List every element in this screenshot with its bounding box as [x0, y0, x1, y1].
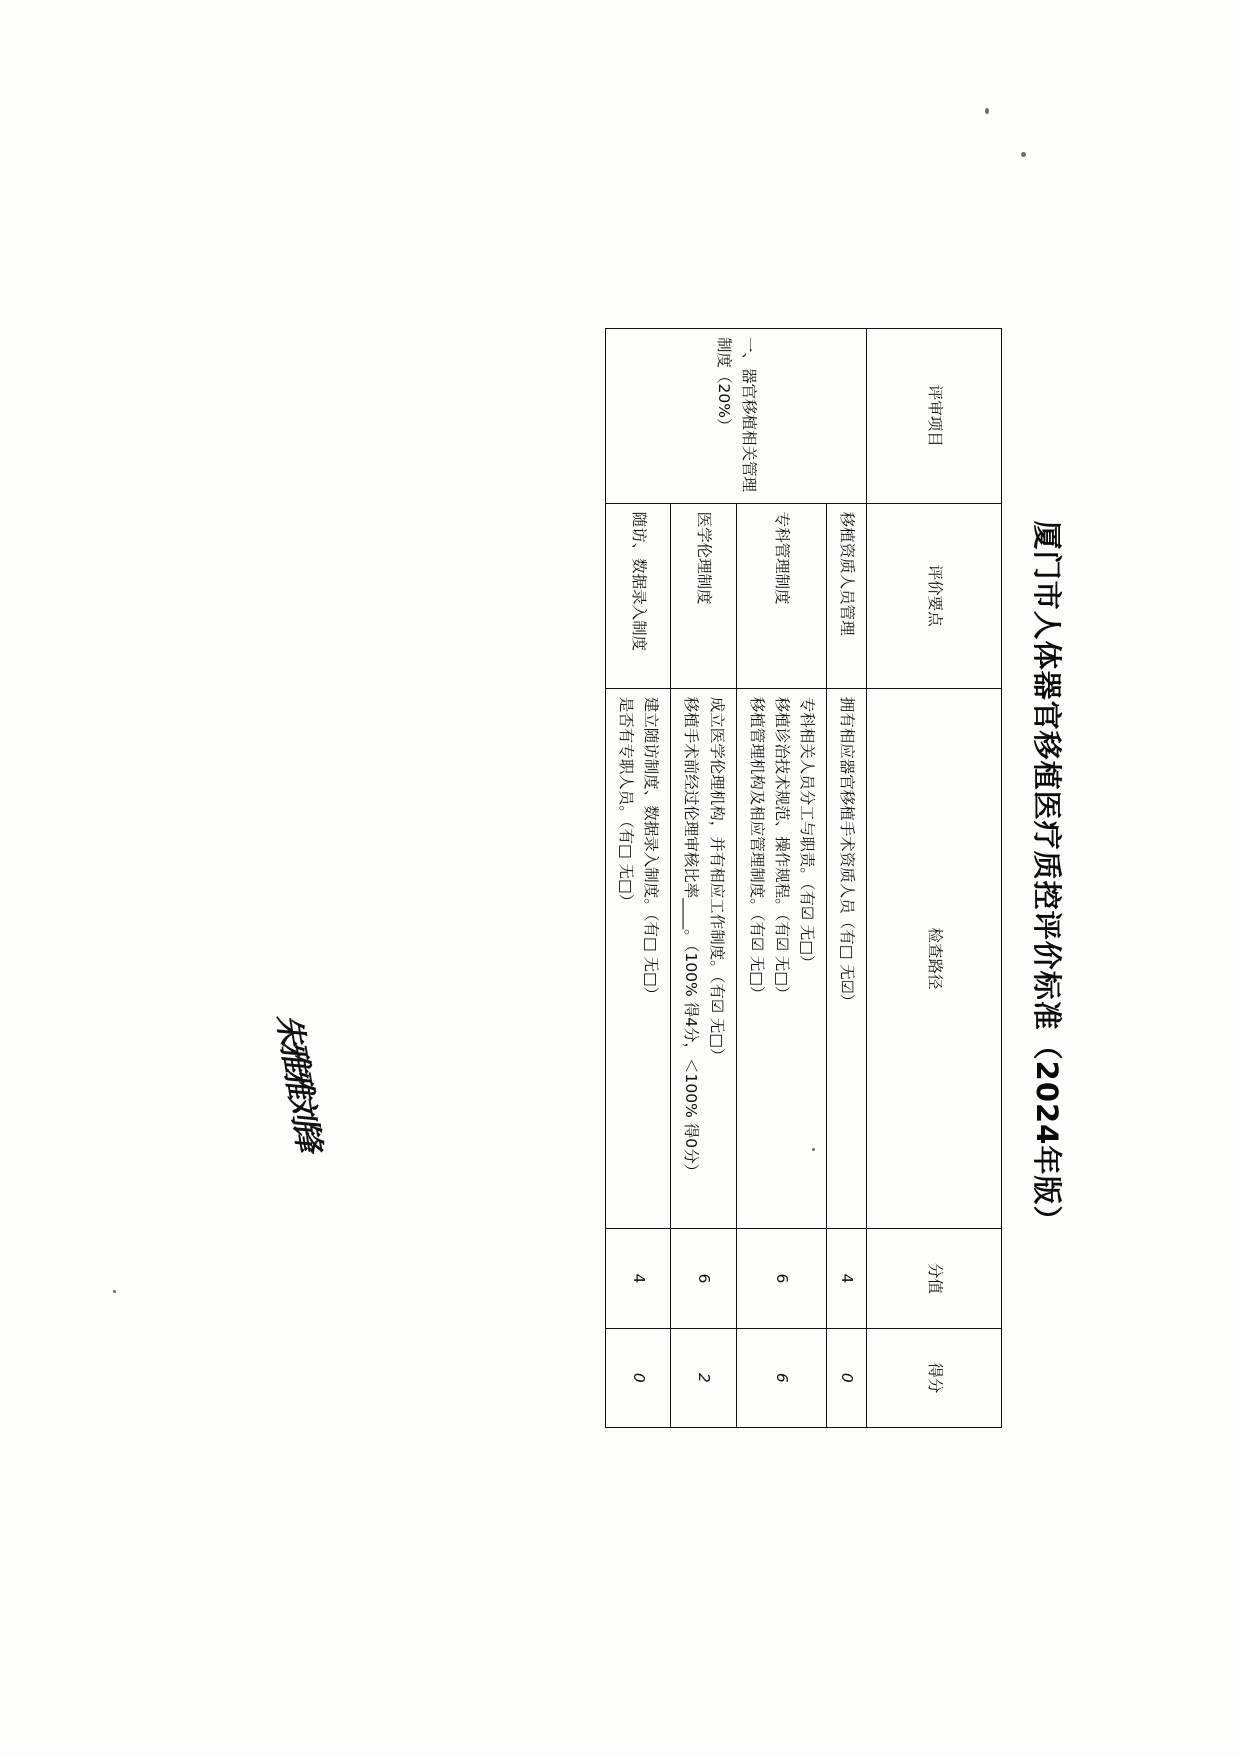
- check-path-line: 移植诊治技术规范、操作规程。（有☑ 无□）: [772, 696, 791, 1001]
- awarded-score: 0: [826, 1328, 866, 1427]
- table-row: [826, 328, 866, 1427]
- evaluation-point: 随访、数据录入制度: [605, 503, 670, 688]
- column-header-score: 得分: [866, 1328, 1001, 1427]
- check-path-line: 是否有专职人员。（有□ 无□）: [616, 696, 635, 909]
- page-title: 厦门市人体器官移植医疗质控评价标准（2024年版）: [1029, 520, 1064, 1235]
- check-path: [670, 688, 735, 1229]
- evaluation-point: 医学伦理制度: [670, 503, 735, 688]
- check-path-line: 移植手术前经过伦理审核比率____。（100% 得4分，＜100% 得0分）: [681, 696, 700, 1179]
- column-header-item: 评审项目: [866, 328, 1001, 503]
- evaluation-table: [605, 328, 1002, 1428]
- scanned-page: [121, 183, 1121, 1573]
- awarded-score: 6: [736, 1328, 826, 1427]
- table-body: [605, 328, 866, 1427]
- handwritten-signature: 朱雅雅刘锋: [269, 1011, 326, 1151]
- check-path: [826, 688, 866, 1229]
- check-path: [736, 688, 826, 1229]
- check-path-line: 拥有相应器官移植手术资质人员（有□ 无☑）: [837, 696, 856, 1009]
- point-value: 6: [736, 1228, 826, 1327]
- evaluation-point: 移植资质人员管理: [826, 503, 866, 688]
- point-value: 4: [605, 1228, 670, 1327]
- point-value: 4: [826, 1228, 866, 1327]
- column-header-point: 评价要点: [866, 503, 1001, 688]
- check-path: [605, 688, 670, 1229]
- document-body: [269, 253, 1069, 1503]
- evaluation-point: 专科管理制度: [736, 503, 826, 688]
- check-path-line: 成立医学伦理机构，并有相应工作制度。（有☑ 无□）: [707, 696, 726, 1063]
- check-path-line: 移植管理机构及相应管理制度。（有☑ 无□）: [747, 696, 766, 1001]
- check-path-line: 建立随访制度、数据录入制度。（有□ 无□）: [641, 696, 660, 1002]
- point-value: 6: [670, 1228, 735, 1327]
- awarded-score: 0: [605, 1328, 670, 1427]
- category-cell: 一、器官移植相关管理制度（20%）: [605, 328, 866, 503]
- column-header-path: 检查路径: [866, 688, 1001, 1229]
- check-path-line: 专科相关人员分工与职责。（有☑ 无□）: [797, 696, 816, 970]
- awarded-score: 2: [670, 1328, 735, 1427]
- column-header-value: 分值: [866, 1228, 1001, 1327]
- table-header-row: [866, 328, 1001, 1427]
